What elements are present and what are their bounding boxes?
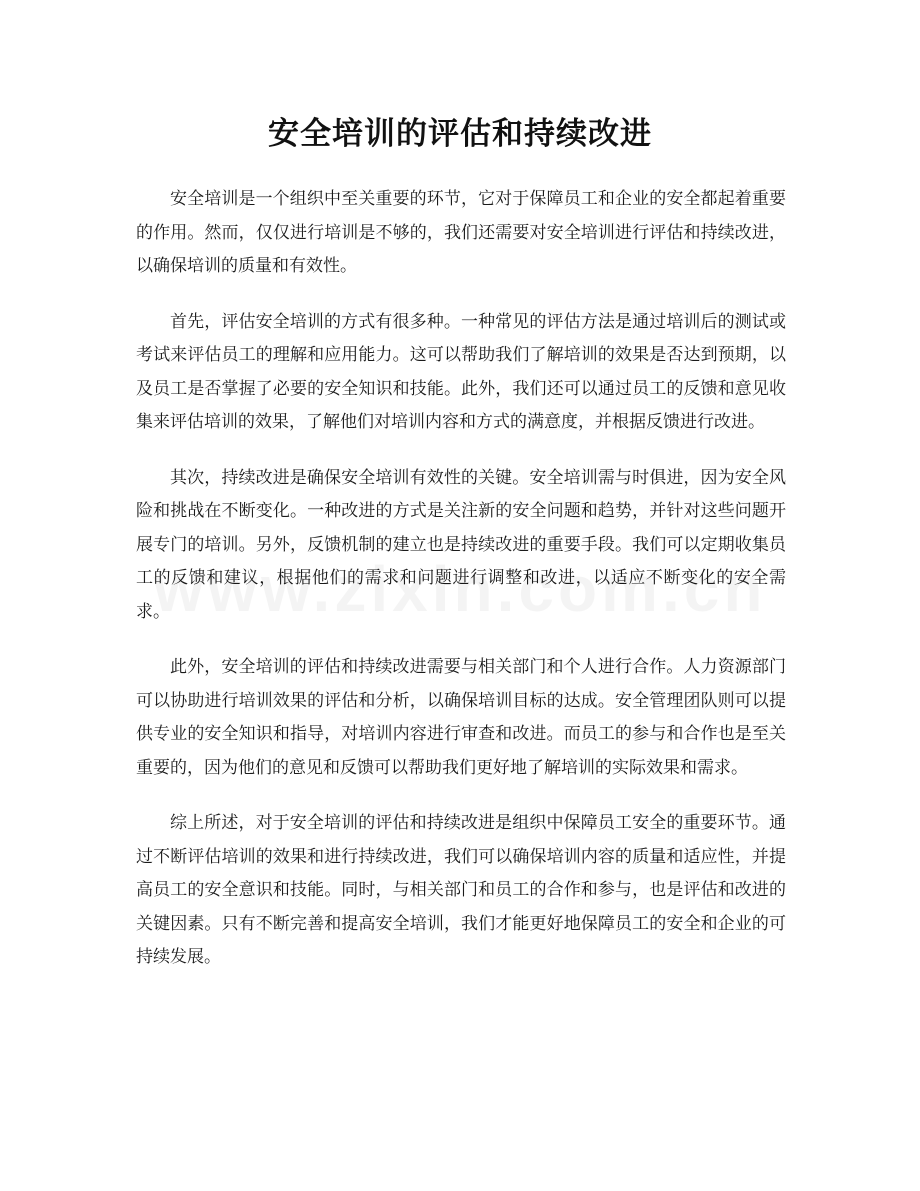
document-title: 安全培训的评估和持续改进 — [268, 116, 652, 152]
paragraph-5: 综上所述，对于安全培训的评估和持续改进是组织中保障员工安全的重要环节。通过不断评估培训的效果和进行持续改进，我们可以确保培训内容的质量和适应性，并提高员工的安全意识和技能。同时，与相关部门和员工的合作和参与，也是评估和改进的关键因素。只有不断完善和提高安全培训，我们才能更好地保障员工的安全和企业的可持续发展。 — [136, 813, 786, 967]
paragraph-3: 其次，持续改进是确保安全培训有效性的关键。安全培训需与时俱进，因为安全风险和挑战在不断变化。一种改进的方式是关注新的安全问题和趋势，并针对这些问题开展专门的培训。另外，反馈机制的建立也是持续改进的重要手段。我们可以定期收集员工的反馈和建议，根据他们的需求和问题进行调整和改进，以适应不断变化的安全需求。 — [136, 467, 786, 622]
paragraph-4: 此外，安全培训的评估和持续改进需要与相关部门和个人进行合作。人力资源部门可以协助进行培训效果的评估和分析，以确保培训目标的达成。安全管理团队则可以提供专业的安全知识和指导，对培训内容进行审查和改进。而员工的参与和合作也是至关重要的，因为他们的意见和反馈可以帮助我们更好地了解培训的实际效果和需求。 — [136, 657, 786, 778]
paragraph-2: 首先，评估安全培训的方式有很多种。一种常见的评估方法是通过培训后的测试或考试来评估员工的理解和应用能力。这可以帮助我们了解培训的效果是否达到预期，以及员工是否掌握了必要的安全知识和技能。此外，我们还可以通过员工的反馈和意见收集来评估培训的效果，了解他们对培训内容和方式的满意度，并根据反馈进行改进。 — [136, 311, 786, 432]
document-body — [136, 183, 786, 997]
paragraph-1: 安全培训是一个组织中至关重要的环节，它对于保障员工和企业的安全都起着重要的作用。然而，仅仅进行培训是不够的，我们还需要对安全培训进行评估和持续改进，以确保培训的质量和有效性。 — [136, 189, 786, 276]
